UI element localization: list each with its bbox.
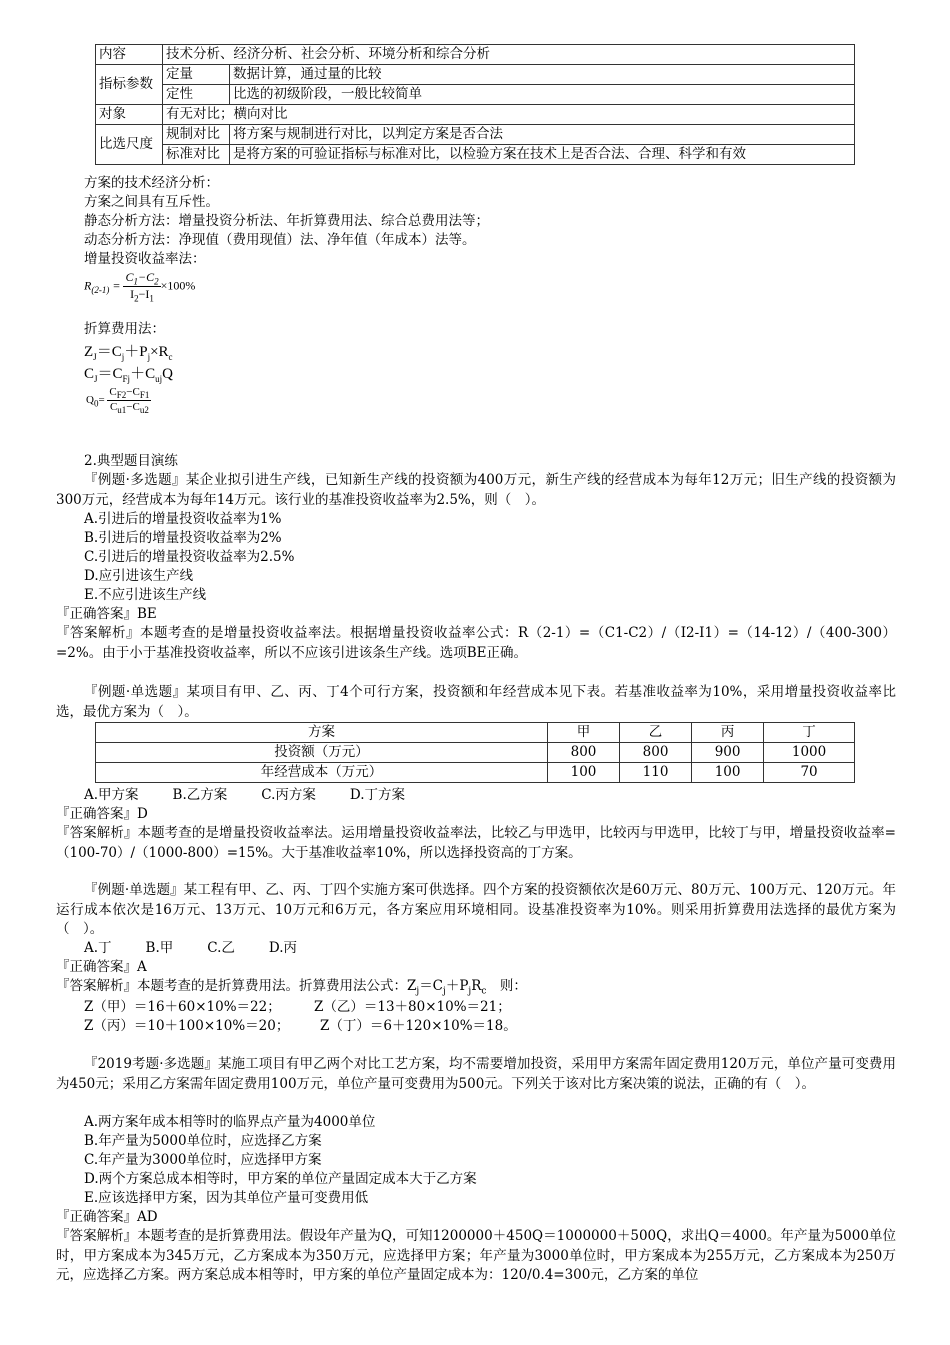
plans-table bbox=[95, 722, 855, 783]
q3-exp-mid: ＝C bbox=[419, 978, 444, 994]
q4-option-d: D.两个方案总成本相等时，甲方案的单位产量固定成本大于乙方案 bbox=[84, 1171, 477, 1187]
q3-calc-row-2 bbox=[84, 1017, 517, 1036]
zj-p-sub: j bbox=[147, 352, 151, 362]
q2-option-b: B.乙方案 bbox=[172, 787, 228, 803]
q1-option-d: D.应引进该生产线 bbox=[84, 568, 194, 584]
intro-line-1: 方案的技术经济分析： bbox=[84, 175, 219, 191]
q3-exp-csub: j bbox=[443, 986, 446, 997]
q4-answer: 『正确答案』AD bbox=[56, 1209, 158, 1225]
question-3: 『例题·单选题』某工程有甲、乙、丙、丁四个实施方案可供选择。四个方案的投资额依次是60万元、80万元、100万元、120万元。年运行成本依次是16万元、13万元、10万元和6万元，各方案应用环境相同。设基准投资率为10%。则采用折算费用法选择的最优方案为（ ）。 bbox=[56, 882, 896, 937]
q3-exp-zsub: j bbox=[416, 986, 420, 997]
cj-u-sub: uj bbox=[155, 374, 163, 384]
formula-zj bbox=[84, 340, 173, 362]
plan-label: 规制对比 bbox=[163, 125, 230, 145]
table-cell: 年经营成本（万元） bbox=[96, 763, 548, 783]
table-cell: 110 bbox=[620, 763, 692, 783]
q3-exp-rsub: c bbox=[481, 986, 487, 997]
plan-value: 将方案与规制进行对比，以判定方案是否合法 bbox=[230, 125, 855, 145]
indicator-label: 指标参数 bbox=[96, 65, 163, 105]
q2-options bbox=[84, 786, 439, 805]
intro-line-5: 增量投资收益率法： bbox=[84, 251, 206, 267]
r-num-sub1: 1 bbox=[133, 276, 138, 287]
q3-exp-psub: j bbox=[468, 986, 472, 997]
q4-option-c: C.年产量为3000单位时，应选择甲方案 bbox=[84, 1152, 322, 1168]
cj-sub: J bbox=[94, 374, 98, 384]
q2-option-c: C.丙方案 bbox=[261, 787, 316, 803]
formula-r bbox=[84, 270, 195, 304]
zj-c-sub: c bbox=[168, 352, 173, 362]
formula-r-sub: (2-1) bbox=[91, 285, 110, 296]
table-cell: 1000 bbox=[764, 743, 855, 763]
q1-explanation: 『答案解析』本题考查的是增量投资收益率法。根据增量投资收益率公式：R（2-1）=（C1-C2）/（I2-I1）=（14-12）/（400-300）=2%。由于小于基准投资收益率，所以不应该引进该条生产线。选项BE正确。 bbox=[56, 625, 896, 661]
table-cell: 乙 bbox=[620, 723, 692, 743]
q3-z4: Z（丁）＝6＋120×10%＝18。 bbox=[320, 1018, 517, 1034]
formula-cj bbox=[84, 362, 173, 384]
q4-option-b: B.年产量为5000单位时，应选择乙方案 bbox=[84, 1133, 322, 1149]
formula-r-fraction bbox=[123, 270, 160, 304]
table-cell: 丁 bbox=[764, 723, 855, 743]
intro-line-6: 折算费用法： bbox=[84, 321, 165, 337]
q3-answer: 『正确答案』A bbox=[56, 959, 147, 975]
q2-option-d: D.丁方案 bbox=[349, 787, 406, 803]
table-cell: 800 bbox=[548, 743, 620, 763]
r-den-sub1: 2 bbox=[134, 293, 139, 304]
q2-answer: 『正确答案』D bbox=[56, 806, 148, 822]
cj-rhs: ＝C bbox=[97, 366, 123, 382]
q0-fraction bbox=[107, 386, 151, 415]
q0-num: C bbox=[109, 386, 117, 398]
table-row bbox=[96, 723, 855, 743]
question-2: 『例题·单选题』某项目有甲、乙、丙、丁4个可行方案，投资额和年经营成本见下表。若基准收益率为10%，采用增量投资收益率比选，最优方案为（ ）。 bbox=[56, 684, 896, 720]
intro-line-2: 方案之间具有互斥性。 bbox=[84, 194, 219, 210]
intro-line-3: 静态分析方法：增量投资分析法、年折算费用法、综合总费用法等； bbox=[84, 213, 489, 229]
q3-options bbox=[84, 939, 331, 958]
q0-den-sub2: u2 bbox=[139, 405, 149, 416]
qual-value: 比选的初级阶段，一般比较简单 bbox=[230, 85, 855, 105]
q3-z1: Z（甲）＝16＋60×10%＝22； bbox=[84, 999, 281, 1015]
std-value: 是将方案的可验证指标与标准对比，以检验方案在技术上是否合法、合理、科学和有效 bbox=[230, 145, 855, 165]
q0-num-sub2: F1 bbox=[139, 390, 150, 401]
q3-z3: Z（丙）＝10＋100×10%＝20； bbox=[84, 1018, 290, 1034]
r-den-mid: −I bbox=[138, 287, 150, 302]
cj: C bbox=[84, 366, 95, 382]
q3-exp-r: R bbox=[471, 978, 482, 994]
q3-z2: Z（乙）＝13＋80×10%＝21； bbox=[314, 999, 511, 1015]
content-value: 技术分析、经济分析、社会分析、环境分析和综合分析 bbox=[163, 45, 855, 65]
content-label: 内容 bbox=[96, 45, 163, 65]
section-title: 2.典型题目演练 bbox=[84, 453, 178, 469]
zj: Z bbox=[84, 344, 94, 360]
zj-rc: ×R bbox=[150, 344, 169, 360]
scale-label: 比选尺度 bbox=[96, 125, 163, 165]
formula-q0 bbox=[86, 386, 151, 415]
table-cell: 投资额（万元） bbox=[96, 743, 548, 763]
q4-option-e: E.应该选择甲方案，因为其单位产量可变费用低 bbox=[84, 1190, 369, 1206]
comparison-table bbox=[95, 44, 855, 165]
cj-f-sub: Fj bbox=[122, 374, 131, 384]
r-den-sub2: 1 bbox=[149, 293, 154, 304]
q3-exp-pre: 『答案解析』本题考查的是折算费用法。折算费用法公式：Z bbox=[56, 978, 417, 994]
q0-eq: = bbox=[98, 394, 105, 407]
r-num: C bbox=[125, 270, 134, 284]
q3-option-b: B.甲 bbox=[145, 940, 174, 956]
object-label: 对象 bbox=[96, 105, 163, 125]
q3-option-a: A.丁 bbox=[84, 940, 112, 956]
q3-option-c: C.乙 bbox=[207, 940, 235, 956]
qual-label: 定性 bbox=[163, 85, 230, 105]
table-cell: 100 bbox=[548, 763, 620, 783]
table-cell: 丙 bbox=[692, 723, 764, 743]
q1-option-a: A.引进后的增量投资收益率为1% bbox=[84, 511, 282, 527]
q2-explanation: 『答案解析』本题考查的是增量投资收益率法。运用增量投资收益率法，比较乙与甲选甲，比较丙与甲选甲，比较丁与甲，增量投资收益率=（100-70）/（1000-800）=15%。大于基准收益率10%，所以选择投资高的丁方案。 bbox=[56, 825, 896, 861]
q0: Q bbox=[86, 394, 94, 407]
q0-den-mid: −C bbox=[126, 401, 140, 414]
q4-option-a: A.两方案年成本相等时的临界点产量为4000单位 bbox=[84, 1114, 376, 1130]
q1-option-c: C.引进后的增量投资收益率为2.5% bbox=[84, 549, 295, 565]
q1-option-e: E.不应引进该生产线 bbox=[84, 587, 207, 603]
quant-value: 数据计算，通过量的比较 bbox=[230, 65, 855, 85]
q0-den: C bbox=[109, 401, 118, 414]
formula-r-tail: ×100% bbox=[160, 278, 196, 293]
r-num-mid: −C bbox=[137, 270, 155, 284]
table-cell: 800 bbox=[620, 743, 692, 763]
quant-label: 定量 bbox=[163, 65, 230, 85]
intro-line-4: 动态分析方法：净现值（费用现值）法、净年值（年成本）法等。 bbox=[84, 232, 476, 248]
zj-rhs: ＝C bbox=[96, 344, 122, 360]
q0-sub: 0 bbox=[93, 398, 99, 409]
table-cell: 70 bbox=[764, 763, 855, 783]
question-1: 『例题·多选题』某企业拟引进生产线，已知新生产线的投资额为400万元，新生产线的经营成本为每年12万元；旧生产线的投资额为300万元，经营成本为每年14万元。该行业的基准投资收益率为2.5%，则（ ）。 bbox=[56, 472, 896, 508]
formula-r-eq: = bbox=[109, 278, 124, 293]
zj-rhs-sub: j bbox=[121, 352, 125, 362]
table-row bbox=[96, 743, 855, 763]
table-cell: 甲 bbox=[548, 723, 620, 743]
q3-exp-post: 则： bbox=[486, 978, 527, 994]
question-4: 『2019考题·多选题』某施工项目有甲乙两个对比工艺方案，均不需要增加投资，采用甲方案需年固定费用120万元，单位产量可变费用为450元；采用乙方案需年固定费用100万元，单位产量可变费用为500元。下列关于该对比方案决策的说法，正确的有（ ）。 bbox=[56, 1056, 896, 1092]
q3-calc-row-1 bbox=[84, 998, 511, 1017]
q3-exp-plus: ＋P bbox=[445, 978, 469, 994]
q3-option-d: D.丙 bbox=[268, 940, 298, 956]
table-row bbox=[96, 763, 855, 783]
q1-answer: 『正确答案』BE bbox=[56, 606, 157, 622]
q4-explanation: 『答案解析』本题考查的是折算费用法。假设年产量为Q，可知1200000＋450Q＝1000000＋500Q，求出Q＝4000。年产量为5000单位时，甲方案成本为345万元，乙方案成本为350万元，应选择甲方案；年产量为3000单位时，甲方案成本为255万元，乙方案成本为250万元，应选择乙方案。两方案总成本相等时，甲方案的单位产量固定成本为：120/0.4=300元，乙方案的单位 bbox=[56, 1228, 896, 1283]
cj-q: Q bbox=[162, 366, 173, 382]
cj-plus: ＋C bbox=[130, 366, 156, 382]
std-label: 标准对比 bbox=[163, 145, 230, 165]
zj-plus: ＋P bbox=[124, 344, 148, 360]
table-cell: 900 bbox=[692, 743, 764, 763]
formula-r-lhs: R bbox=[84, 278, 92, 293]
r-den: I bbox=[130, 287, 135, 302]
q0-num-sub1: F2 bbox=[116, 390, 127, 401]
q2-option-a: A.甲方案 bbox=[84, 787, 139, 803]
q1-option-b: B.引进后的增量投资收益率为2% bbox=[84, 530, 282, 546]
object-value: 有无对比；横向对比 bbox=[163, 105, 855, 125]
table-cell: 方案 bbox=[96, 723, 548, 743]
r-num-sub2: 2 bbox=[154, 276, 159, 287]
q0-den-sub1: u1 bbox=[117, 405, 127, 416]
zj-sub: J bbox=[93, 352, 97, 362]
table-cell: 100 bbox=[692, 763, 764, 783]
q0-num-mid: −C bbox=[126, 386, 140, 398]
